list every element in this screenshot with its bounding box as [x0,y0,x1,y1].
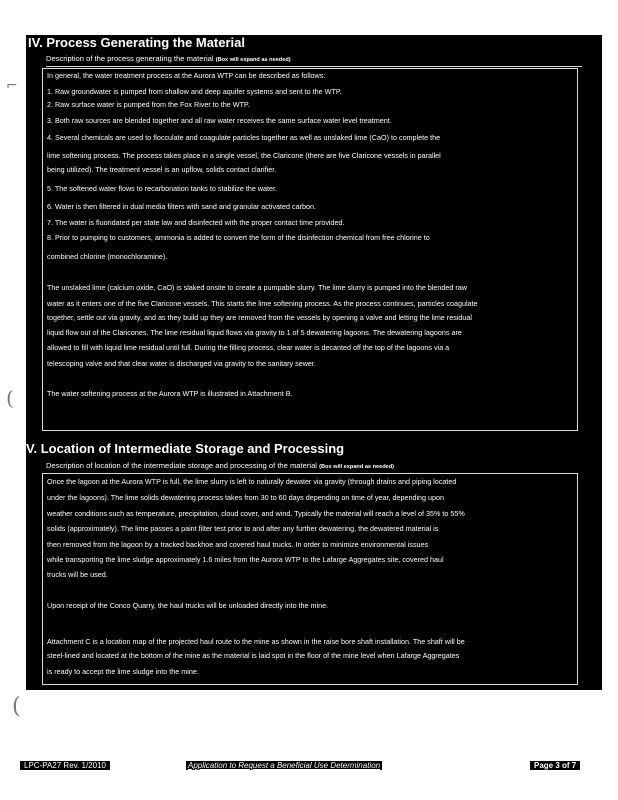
section-4-header-bar [26,35,602,52]
section-4-text-box [42,68,578,431]
section-5-text-box [42,473,578,685]
s4-line-5: lime softening process. The process takes place in a single vessel, the Claricone (there are five Claricone vessels in parallel [47,151,441,160]
s4-line-17: telescoping valve and that clear water is discharged via gravity to the sanitary sewer. [47,359,316,368]
s4-line-8: 6. Water is then filtered in dual media filters with sand and granular activated carbon. [47,202,317,211]
section-5-body [26,458,602,690]
s5-line-6: trucks will be used. [47,570,108,579]
s5-line-10: is ready to accept the lime sludge into the mine. [47,667,199,676]
s5-line-1: under the lagoons). The lime solids dewatering process takes from 30 to 60 days depending on time of year, depending upon [47,493,445,502]
section-4-subheader [46,54,291,63]
section-5-header-bar [26,440,602,458]
section-4-title: IV. Process Generating the Material [28,35,245,50]
s4-line-4: 4. Several chemicals are used to flocculate and coagulate particles together as well as unslaked lime (CaO) to complete the [47,133,441,142]
s5-line-0: Once the lagoon at the Aurora WTP is full, the lime slurry is left to naturally dewater via gravity (through drains and piping located [47,477,457,486]
s4-line-6: being utilized). The treatment vessel is an upflow, solids contact clarifier. [47,165,277,174]
footer-form-code: LPC-PA27 Rev. 1/2010 [20,761,110,770]
s4-line-16: allowed to fill with liquid lime residual until full. During the filling process, clear water is decanted off the top of the lagoons via a [47,343,450,352]
s4-line-1: 1. Raw groundwater is pumped from shallow and deep aquifer systems and sent to the WTP. [47,87,342,96]
s4-line-10: 8. Prior to pumping to customers, ammonia is added to convert the form of the disinfection chemical from free chlorine to [47,233,430,242]
s4-line-0: In general, the water treatment process at the Aurora WTP can be described as follows: [47,71,326,80]
footer-form-title: Application to Request a Beneficial Use Determination [188,761,381,770]
s5-line-9: steel-lined and located at the bottom of the mine as the material is laid spot in the floor of the mine level when Lafarge Aggregates [47,651,460,660]
s5-line-5: while transporting the lime sludge approximately 1.6 miles from the Aurora WTP to the Lafarge Aggregates site, covered haul [47,555,444,564]
s4-line-14: together, settle out via gravity, and as they build up they are removed from the vessels by opening a valve and letting the lime residual [47,313,472,322]
section-4-subheader-text: Description of the process generating the material [46,54,214,63]
s4-line-15: liquid flow out of the Claricones. The lime residual liquid flows via gravity to 1 of 5 dewatering lagoons. The dewatering lagoons are [47,328,462,337]
s4-line-11: combined chlorine (monochloramine). [47,252,168,261]
s4-line-12: The unslaked lime (calcium oxide, CaO) is slaked onsite to create a pumpable slurry. The lime slurry is pumped into the blended raw [47,283,467,292]
s4-line-3: 3. Both raw sources are blended together and all raw water receives the same surface water level treatment. [47,116,392,125]
scan-mark-top: ⌐ [6,78,18,94]
s4-line-2: 2. Raw surface water is pumped from the Fox River to the WTP. [47,100,250,109]
s4-line-7: 5. The softened water flows to recarbonation tanks to stabilize the water. [47,184,277,193]
s4-line-13: water as it enters one of the five Claricone vessels. This starts the lime softening process. As the process continues, particles coagulate [47,299,478,308]
scan-mark-middle: ( [6,386,14,410]
section-5-subheader-note: (Box will expand as needed) [319,464,395,470]
s4-line-18: The water softening process at the Aurora WTP is illustrated in Attachment B. [47,389,293,398]
s5-line-7: Upon receipt of the Conco Quarry, the haul trucks will be unloaded directly into the mine. [47,601,329,610]
scan-mark-bottom: ( [12,694,21,719]
s5-line-4: then removed from the lagoon by a tracked backhoe and covered haul trucks. In order to minimize environmental issues [47,540,429,549]
section-4-subheader-rule [46,66,582,67]
s5-line-3: solids (approximately). The lime passes a paint filter test prior to and after any further dewatering, the dewatered material is [47,524,439,533]
s5-line-8: Attachment C is a location map of the projected haul route to the mine as shown in the raise bore shaft installation. The shaft will be [47,637,465,646]
s5-line-2: weather conditions such as temperature, precipitation, cloud cover, and wind. Typically the material will reach a level of 35% to 55% [47,509,465,518]
footer-page-number: Page 3 of 7 [530,761,580,770]
s4-line-9: 7. The water is fluoridated per state law and disinfected with the proper contact time provided. [47,218,345,227]
section-5-title: V. Location of Intermediate Storage and Processing [26,441,345,456]
section-4-subheader-note: (Box will expand as needed) [215,57,291,63]
section-5-subheader-text: Description of location of the intermediate storage and processing of the material [46,461,317,470]
section-5-subheader [46,461,394,470]
section-4-body [26,52,602,440]
